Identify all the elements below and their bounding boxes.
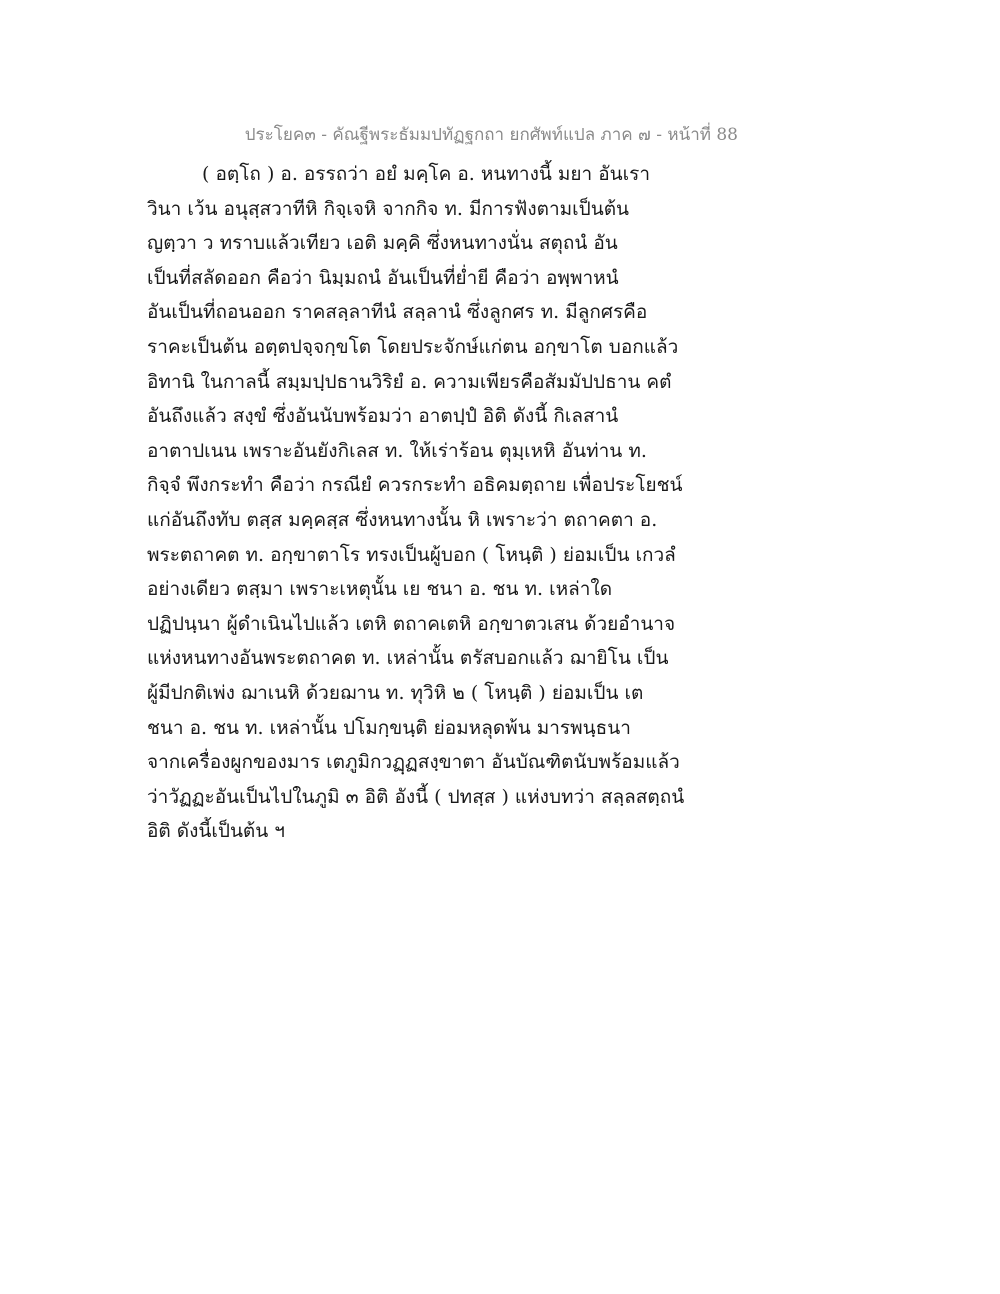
running-header: ประโยค๓ - คัณฐีพระธัมมปทัฏฐกถา ยกศัพท์แปล ภาค ๗ - หน้าที่ 88	[244, 125, 738, 145]
text-line: ญตฺวา ว ทราบแล้วเทียว เอติ มคฺคิ ซึ่งหนทางนั่น สตุถนํ อัน	[147, 232, 618, 255]
text-line: อย่างเดียว ตสฺมา เพราะเหตุนั้น เย ชนา อ. ชน ท. เหล่าใด	[147, 578, 613, 601]
text-line: อันเป็นที่ถอนออก ราคสลฺลาทีนํ สลฺลานํ ซึ่งลูกศร ท. มีลูกศรคือ	[147, 301, 648, 324]
text-line: ผู้มีปกติเพ่ง ฌาเนหิ ด้วยฌาน ท. ทุวิหิ ๒ ( โหนฺติ ) ย่อมเป็น เต	[147, 681, 644, 704]
text-line: พระตถาคต ท. อกฺขาตาโร ทรงเป็นผู้บอก ( โหนฺติ ) ย่อมเป็น เกวลํ	[147, 543, 676, 566]
text-line: ปฏิปนฺนา ผู้ดำเนินไปแล้ว เตหิ ตถาคเตหิ อกฺขาตวเสน ด้วยอำนาจ	[147, 612, 676, 635]
body-text	[147, 157, 727, 849]
text-line: เป็นที่สลัดออก คือว่า นิมฺมถนํ อันเป็นที่ย่ำยี คือว่า อพฺพาหนํ	[147, 266, 619, 289]
text-line: ( อตฺโถ ) อ. อรรถว่า อยํ มคฺโค อ. หนทางนี้ มยา อันเรา	[202, 163, 651, 185]
text-line: ราคะเป็นต้น อตฺตปจฺจกฺขโต โดยประจักษ์แก่ตน อกฺขาโต บอกแล้ว	[147, 335, 679, 358]
text-line: อาตาปเนน เพราะอันยังกิเลส ท. ให้เร่าร้อน ตุมฺเหหิ อันท่าน ท.	[147, 439, 647, 462]
text-line: อันถึงแล้ว สงฺขํ ซึ่งอันนับพร้อมว่า อาตปฺปํ อิติ ดังนี้ กิเลสานํ	[147, 405, 619, 428]
text-line: วินา เว้น อนุสฺสวาทีหิ กิจฺเจหิ จากกิจ ท. มีการฟังตามเป็นต้น	[147, 197, 630, 220]
text-line: ว่าวัฏฏะอันเป็นไปในภูมิ ๓ อิติ อังนี้ ( ปทสฺส ) แห่งบทว่า สลฺลสตฺถนํ	[147, 785, 685, 808]
text-line: อิติ ดังนี้เป็นต้น ฯ	[147, 820, 285, 843]
text-line: กิจฺจํ พึงกระทำ คือว่า กรณียํ ควรกระทำ อธิคมตฺถาย เพื่อประโยชน์	[147, 474, 683, 497]
text-line: อิทานิ ในกาลนี้ สมฺมปฺปธานวิริยํ อ. ความเพียรคือสัมมัปปธาน คตํ	[147, 370, 672, 393]
text-line: แห่งหนทางอันพระตถาคต ท. เหล่านั้น ตรัสบอกแล้ว ฌายิโน เป็น	[147, 647, 669, 670]
text-line: จากเครื่องผูกของมาร เตภูมิกวฏฺฏสงฺขาตา อันบัณฑิตนับพร้อมแล้ว	[147, 751, 680, 774]
text-line: ชนา อ. ชน ท. เหล่านั้น ปโมกฺขนฺติ ย่อมหลุดพ้น มารพนฺธนา	[147, 716, 631, 739]
text-line: แก่อันถึงทับ ตสฺส มคฺคสฺส ซึ่งหนทางนั้น หิ เพราะว่า ตถาคตา อ.	[147, 508, 658, 531]
